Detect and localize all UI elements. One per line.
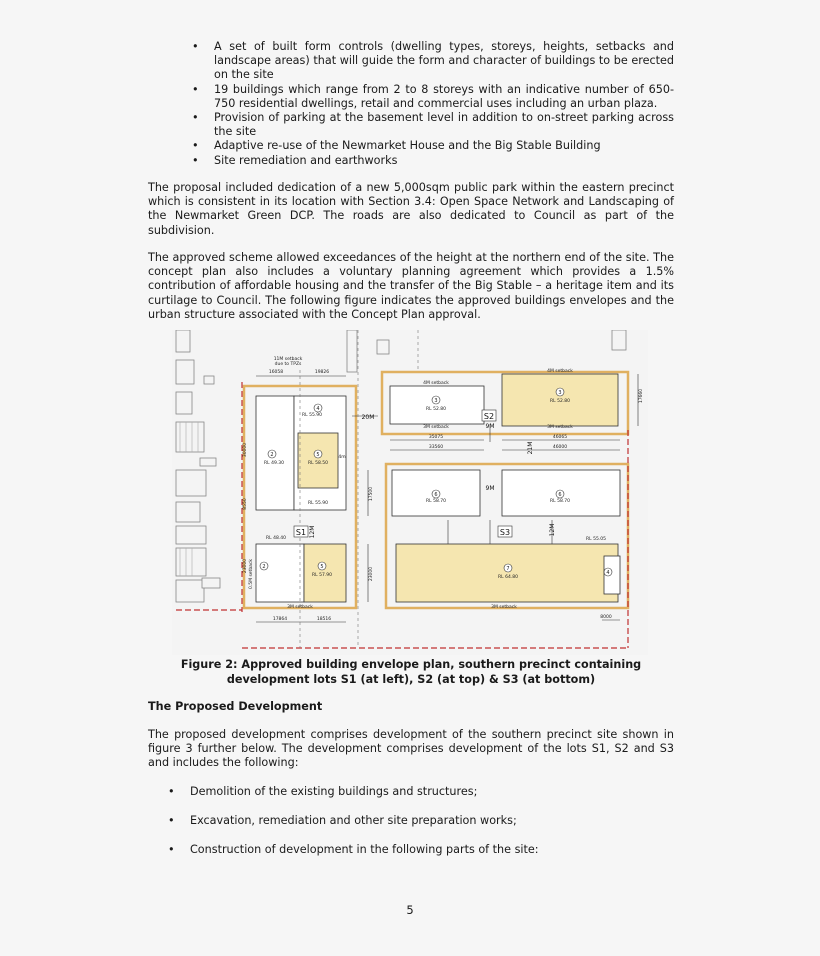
label-3m-setback: 3M setback: [423, 425, 449, 430]
rl-5505: RL 55.05: [586, 537, 606, 542]
label-05m-setback: 0.5M setback: [249, 558, 254, 590]
building-no-3: 3: [434, 398, 438, 404]
list-item: • A set of built form controls (dwelling types, storeys, heights, setbacks and landscape areas) that will guide the form and character of buildings to be erected on the site: [192, 40, 674, 83]
lot-label-s3: S3: [499, 528, 511, 537]
label-11m-setback: 11M setback: [273, 357, 303, 362]
building-no-5b: 5: [320, 564, 324, 570]
dim-8000: 8000: [600, 615, 612, 620]
rl-5850: RL 58.50: [308, 461, 328, 466]
list-item: • 19 buildings which range from 2 to 8 storeys with an indicative number of 650-750 residential dwellings, retail and commercial uses including an urban plaza.: [192, 83, 674, 111]
rl-5590: RL 55.90: [302, 413, 322, 418]
rl-5790: RL 57.90: [312, 573, 332, 578]
building-no-6b: 6: [558, 492, 562, 498]
figure-caption: [148, 658, 674, 687]
building-no-7: 7: [506, 566, 510, 572]
rl-6480: RL 64.80: [498, 575, 518, 580]
approved-scheme-paragraph: The approved scheme allowed exceedances of the height at the northern end of the site. The concept plan also includes a voluntary planning agreement which provides a 1.5% contribution of affordable housing and the transfer of the Big Stable – a heritage item and its curtilage to Council. The following figure indicates the approved buildings envelopes and the urban structure associated with the Concept Plan approval.: [148, 251, 674, 321]
building-no-6: 6: [434, 492, 438, 498]
list-item: • Demolition of the existing buildings and structures;: [168, 785, 674, 799]
caption-line-2: development lots S1 (at left), S2 (at top) & S3 (at bottom): [226, 672, 596, 686]
list-item: • Construction of development in the following parts of the site:: [168, 843, 674, 857]
building-no-2: 2: [270, 452, 274, 458]
lot-label-s1: S1: [295, 528, 307, 537]
dim-16058: 16058: [268, 370, 284, 375]
road-21m: 21M: [527, 441, 534, 455]
park-paragraph: The proposal included dedication of a new 5,000sqm public park within the eastern precinct which is consistent in its location with Section 3.4: Open Space Network and Landscaping of the Newmarket Green DCP. The roads are also dedicated to Council as part of the subdivision.: [148, 181, 674, 237]
dim-35075: 35075: [428, 435, 444, 440]
dim-19826: 19826: [314, 370, 330, 375]
building-s2-3: [390, 386, 484, 424]
building-s1-2b: [256, 544, 304, 602]
building-envelope-plan: [172, 330, 648, 655]
development-paragraph: The proposed development comprises development of the southern precinct site shown in figure 3 further below. The development comprises development of the lots S1, S2 and S3 and includes the following:: [148, 728, 674, 770]
label-4m: 4m: [338, 455, 346, 460]
dim-23000b: 23000: [369, 566, 374, 582]
road-12m: 12M: [309, 525, 316, 539]
dim-30000: 30000: [243, 442, 248, 458]
lot-label-s2: S2: [483, 412, 495, 421]
dim-46000: 46000: [552, 445, 568, 450]
rl-5870: RL 58.70: [426, 499, 446, 504]
rl-5280: RL 52.80: [426, 407, 446, 412]
label-4m-setback-b: 4M setback: [547, 369, 573, 374]
rl-5870b: RL 58.70: [550, 499, 570, 504]
road-20m: 20M: [361, 414, 375, 421]
rl-4930: RL 49.30: [264, 461, 284, 466]
rl-5280b: RL 52.80: [550, 399, 570, 404]
building-s3-7: [396, 544, 618, 602]
label-3m-setback-c: 3M setback: [287, 605, 313, 610]
intro-bullet-list: [192, 40, 674, 168]
label-due-to-tpz: due to TPZs: [274, 362, 302, 367]
road-12m-b: 12M: [549, 523, 556, 537]
dim-33560: 33560: [428, 445, 444, 450]
page-number: 5: [406, 903, 414, 917]
list-item: • Excavation, remediation and other site preparation works;: [168, 814, 674, 828]
caption-line-1: Figure 2: Approved building envelope plan, southern precinct containing: [180, 658, 642, 671]
building-no-3b: 3: [558, 390, 562, 396]
label-3m-setback-b: 3M setback: [547, 425, 573, 430]
dev-bullet-list: [168, 785, 674, 858]
dim-23000: 23000: [243, 558, 248, 574]
building-no-5: 5: [316, 452, 320, 458]
rl-4840: RL 48.40: [266, 536, 286, 541]
dim-8550: 8550: [243, 498, 248, 510]
list-item: • Provision of parking at the basement level in addition to on-street parking across the site: [192, 111, 674, 139]
dim-17660: 17660: [639, 388, 644, 404]
dim-17500: 17500: [369, 486, 374, 502]
dim-18516: 18516: [316, 617, 332, 622]
road-9m-b: 9M: [485, 485, 495, 492]
label-4m-setback: 4M setback: [423, 381, 449, 386]
road-9m: 9M: [485, 423, 495, 430]
dim-17864: 17864: [272, 617, 288, 622]
list-item: • Adaptive re-use of the Newmarket House and the Big Stable Building: [192, 139, 674, 153]
label-3m-setback-d: 3M setback: [491, 605, 517, 610]
building-no-4: 4: [316, 406, 320, 412]
dim-46065: 46065: [552, 435, 568, 440]
rl-5590b: RL 55.90: [308, 501, 328, 506]
building-no-2b: 2: [262, 564, 266, 570]
section-heading: The Proposed Development: [148, 700, 323, 713]
building-no-4b: 4: [606, 570, 610, 576]
list-item: • Site remediation and earthworks: [192, 154, 674, 168]
